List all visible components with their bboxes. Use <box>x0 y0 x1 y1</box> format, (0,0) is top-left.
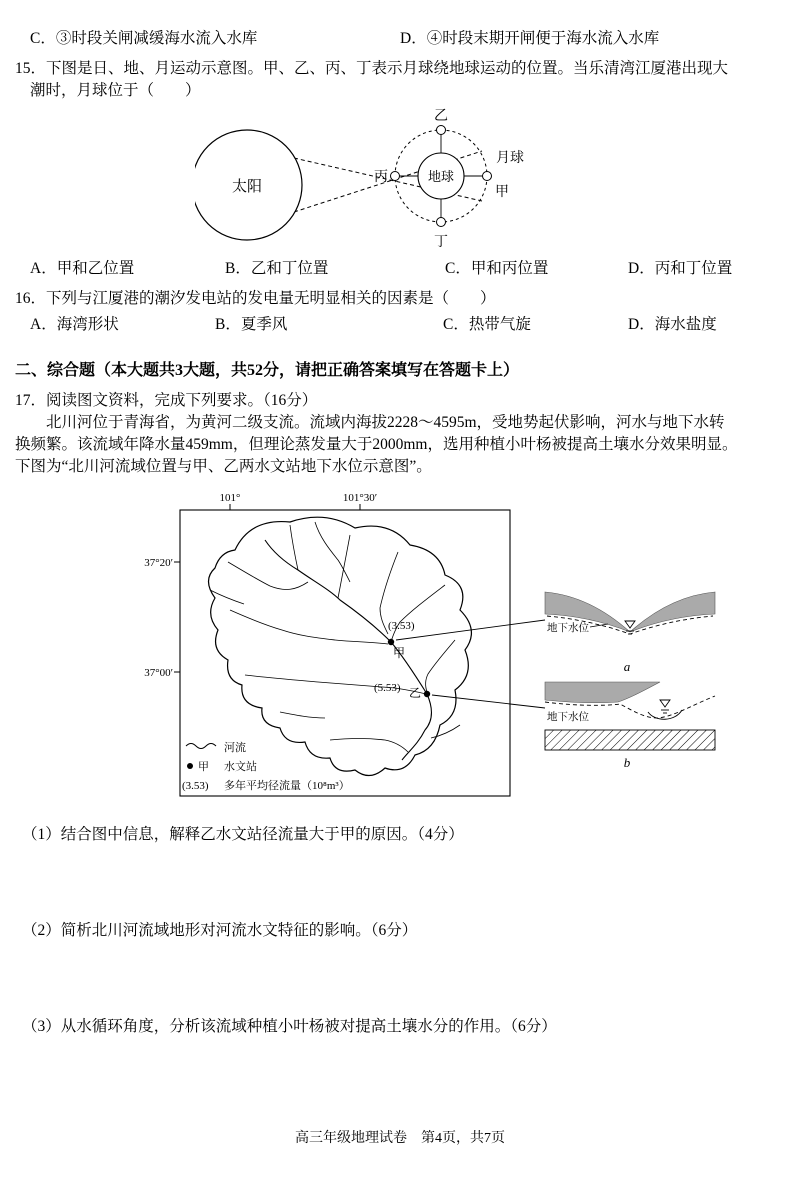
station-b-value: (5.53) <box>374 682 401 694</box>
section-a-label: a <box>623 659 631 674</box>
moon-label: 月球 <box>496 151 524 166</box>
station-b-label: 乙 <box>409 686 422 700</box>
q17-stem: 17．阅读图文资料，完成下列要求。（16分） <box>15 392 318 409</box>
pos-bottom-label: 丁 <box>434 235 448 250</box>
sun-label: 太阳 <box>231 179 263 195</box>
earth-label: 地球 <box>427 169 455 184</box>
q17-para-line1: 北川河位于青海省，为黄河二级支流。流域内海拔2228～4595m，受地势起伏影响，河水与地下水转 <box>46 414 725 431</box>
legend-station-symbol <box>187 763 193 769</box>
section-b-label: b <box>623 755 631 770</box>
connector-b <box>432 695 545 708</box>
station-a-label: 甲 <box>393 646 406 660</box>
option-c: C．③时段关闸减缓海水流入水库 <box>30 30 258 47</box>
q17-para-line2: 换频繁。该流域年降水量459mm，但理论蒸发量大于2000mm，选用种植小叶杨被提高土壤水分效果明显。 <box>15 436 738 453</box>
option-d: D．④时段末期开闸便于海水流入水库 <box>400 30 660 47</box>
q15-option-c: C．甲和丙位置 <box>445 260 549 277</box>
lat-label-top: 37°20′ <box>144 557 173 569</box>
q15-stem-line1: 15．下图是日、地、月运动示意图。甲、乙、丙、丁表示月球绕地球运动的位置。当乐清湾江厦港出现大 <box>15 60 729 77</box>
q16-option-a: A．海湾形状 <box>30 316 119 333</box>
q16-stem: 16．下列与江厦港的潮汐发电站的发电量无明显相关的因素是（ ） <box>15 290 496 307</box>
station-a-dot <box>388 639 394 645</box>
q15-option-d: D．丙和丁位置 <box>628 260 733 277</box>
q17-sub3: （3）从水循环角度，分析该流域种植小叶杨被对提高土壤水分的作用。（6分） <box>22 1018 557 1035</box>
pos-right-label: 甲 <box>495 185 509 200</box>
q17-para-line3: 下图为“北川河流域位置与甲、乙两水文站地下水位示意图”。 <box>15 458 432 475</box>
watershed-boundary <box>209 517 472 775</box>
q16-options-row <box>0 314 800 336</box>
pos-top-label: 乙 <box>434 109 448 124</box>
prev-question-options-row <box>0 28 800 50</box>
impermeable-layer <box>545 730 715 750</box>
q17-sub2: （2）简析北川河流域地形对河流水文特征的影响。（6分） <box>22 922 418 939</box>
legend-river-symbol <box>186 744 216 749</box>
groundwater-label-b: 地下水位 <box>547 712 589 723</box>
river-basin-svg <box>140 490 730 802</box>
station-a-value: (3.53) <box>388 620 415 632</box>
section2-title: 二、综合题（本大题共3大题，共52分，请把正确答案填写在答题卡上） <box>15 362 520 379</box>
legend-runoff-symbol: (3.53) <box>182 780 209 792</box>
cross-section-a <box>545 592 715 674</box>
sun-earth-moon-diagram <box>195 104 800 254</box>
page-footer: 高三年级地理试卷 第4页，共7页 <box>295 1131 505 1146</box>
legend-station-sym-label: 甲 <box>198 761 209 773</box>
q16-option-c: C．热带气旋 <box>443 316 531 333</box>
q16-option-d: D．海水盐度 <box>628 316 717 333</box>
q16-option-b: B．夏季风 <box>215 316 288 333</box>
lat-label-bottom: 37°00′ <box>144 667 173 679</box>
q15-option-b: B．乙和丁位置 <box>225 260 329 277</box>
q15-options-row <box>0 258 800 280</box>
moon-diagram-svg <box>195 104 555 254</box>
water-table-symbol-b <box>660 700 670 707</box>
cross-section-b <box>545 682 715 770</box>
pos-left-label: 丙 <box>374 170 388 185</box>
lon-label-right: 101°30′ <box>342 492 378 504</box>
river-tributaries <box>210 522 460 752</box>
groundwater-label-a: 地下水位 <box>547 623 589 634</box>
legend-runoff-label: 多年平均径流量（10⁸m³） <box>224 780 350 792</box>
river-basin-figure <box>140 490 800 802</box>
station-b-dot <box>424 691 430 697</box>
q15-option-a: A．甲和乙位置 <box>30 260 135 277</box>
legend-station-label: 水文站 <box>224 761 257 773</box>
q15-stem-line2: 潮时，月球位于（ ） <box>30 82 201 99</box>
legend-river-label: 河流 <box>224 742 246 754</box>
water-table-symbol-a <box>625 621 635 628</box>
main-river <box>265 540 431 760</box>
q17-sub1: （1）结合图中信息，解释乙水文站径流量大于甲的原因。（4分） <box>22 826 464 843</box>
lon-label-left: 101° <box>219 492 241 504</box>
map-legend <box>182 740 350 792</box>
